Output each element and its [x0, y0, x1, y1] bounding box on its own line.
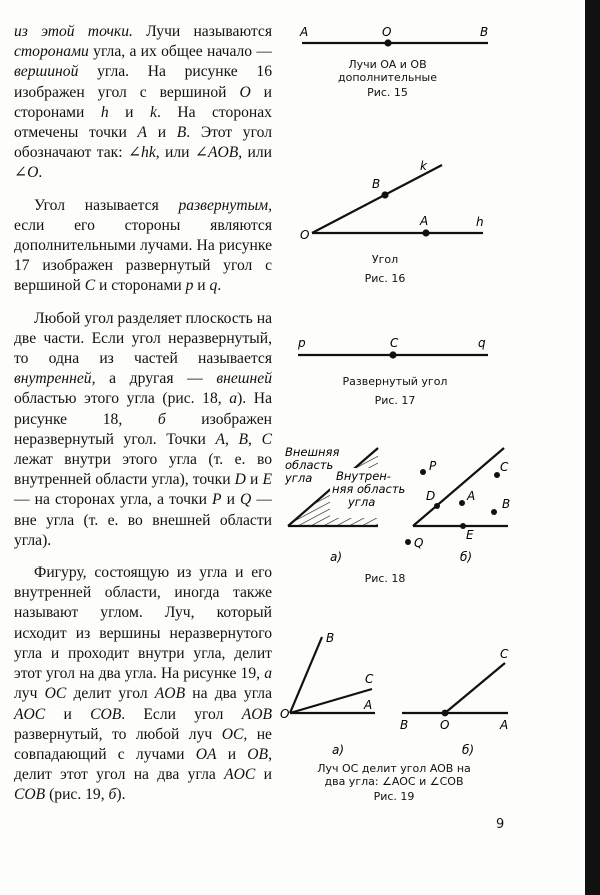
page-number: 9	[496, 817, 505, 832]
fig17-point-c	[389, 351, 396, 358]
text-run: , не совпадающий с лучами	[14, 725, 272, 763]
fig18-number: Рис. 18	[364, 572, 406, 585]
text-run: и	[255, 766, 272, 784]
fig18-point-d	[434, 503, 440, 509]
emphasis-run: OA	[195, 745, 217, 763]
fig18-label-c: C	[500, 460, 509, 474]
fig19-caption-line1: Луч OC делит угол AOB на	[317, 762, 471, 775]
fig19-number: Рис. 19	[373, 790, 415, 803]
fig16-label-k: k	[420, 159, 427, 173]
emphasis-run: вершиной	[14, 63, 79, 81]
text-run: (рис. 19,	[45, 786, 109, 804]
fig18-label-e: E	[466, 528, 474, 542]
paragraph-angle-definition	[14, 22, 272, 184]
emphasis-run: внутренней,	[14, 370, 96, 388]
emphasis-run: B	[176, 124, 187, 142]
text-run: ,	[248, 430, 262, 448]
emphasis-run: OB	[247, 745, 269, 763]
emphasis-run: q	[209, 277, 218, 295]
emphasis-run: AOB	[154, 685, 186, 703]
text-run: и	[245, 471, 263, 489]
text-run: угла, а их общее начало —	[88, 43, 272, 61]
emphasis-run: k	[150, 103, 157, 121]
emphasis-run: C	[261, 430, 272, 448]
text-run: если его стороны являются дополнительными лучами. На рисунке 17 изображен развернутый угол с вершиной	[14, 216, 272, 295]
paragraph-angle-regions	[14, 309, 272, 551]
fig18-caption	[345, 572, 425, 585]
fig18-label-p: P	[429, 459, 437, 473]
text-run: ). На рисунке 18,	[14, 390, 272, 428]
fig19a-label-c: C	[365, 672, 374, 686]
fig18b-side-2	[413, 448, 504, 526]
text-run: Угол называется	[34, 196, 179, 214]
fig15-label-a: A	[300, 25, 309, 39]
fig18-outer-line2: область	[285, 458, 334, 472]
text-run: изображен неразвернутый угол. Точки	[14, 410, 272, 448]
fig19a-label-a: A	[364, 698, 373, 712]
fig19b-label-a: A	[500, 718, 509, 732]
text-run: и	[193, 277, 210, 295]
emphasis-run: p	[185, 277, 194, 295]
fig15-caption	[300, 58, 475, 99]
fig18-label-d: D	[426, 489, 436, 503]
text-run: и сторонами	[95, 277, 186, 295]
text-run: и	[216, 745, 248, 763]
emphasis-run: AOC	[14, 705, 46, 723]
text-run: , или ∠	[155, 144, 208, 162]
fig17-caption-text: Развернутый угол	[342, 375, 448, 388]
fig19b-label-b: B	[400, 718, 409, 732]
emphasis-run: сторонами	[14, 43, 89, 61]
fig18-point-b	[491, 509, 497, 515]
emphasis-run: а	[229, 390, 238, 408]
emphasis-run: AOC	[224, 766, 256, 784]
emphasis-run: Q	[240, 491, 252, 509]
emphasis-run: COB	[90, 705, 122, 723]
text-run: и	[108, 103, 151, 121]
emphasis-run: B	[238, 430, 249, 448]
emphasis-run: A	[137, 124, 148, 142]
text-run: и	[45, 705, 91, 723]
text-run: луч	[14, 685, 45, 703]
text-run: и	[147, 124, 177, 142]
fig19-sub-b: б)	[462, 743, 475, 757]
fig17-caption	[320, 375, 470, 407]
text-run: а другая —	[95, 370, 217, 388]
fig19-sub-a: а)	[332, 743, 345, 757]
fig16-label-h: h	[476, 215, 484, 229]
emphasis-run: A	[215, 430, 225, 448]
emphasis-run: AOB	[207, 144, 239, 162]
emphasis-run: б	[108, 786, 117, 804]
text-run: , или ∠	[14, 144, 272, 182]
emphasis-run: O	[27, 164, 39, 182]
fig15-caption-line2: дополнительные	[338, 71, 437, 84]
fig19a-label-b: B	[326, 631, 335, 645]
fig19b-point-o	[442, 710, 449, 717]
fig19-caption-line2: два угла: ∠AOC и ∠COB	[324, 775, 464, 788]
text-run: . Если угол	[121, 705, 242, 723]
fig15-number: Рис. 15	[367, 86, 408, 99]
fig18-inner-line2: няя область	[332, 482, 406, 496]
emphasis-run: внешней	[216, 370, 272, 388]
text-run: Любой угол разделяет плоскость на две части. Если угол неразвернутый, то одна из частей называется	[14, 309, 272, 368]
fig16-caption	[330, 253, 440, 285]
fig18-point-q	[405, 539, 411, 545]
text-run: — вне угла (т. е. во внешней области угла).	[14, 491, 272, 549]
body-text-column	[14, 22, 272, 806]
text-run: ).	[116, 786, 126, 804]
fig19b-ray-oc	[445, 663, 505, 713]
emphasis-run: D	[234, 471, 246, 489]
emphasis-run: OC	[221, 725, 244, 743]
fig18-outer-line1: Внешняя	[285, 445, 340, 459]
fig16-label-o: O	[300, 228, 310, 242]
fig19a-label-o: O	[280, 707, 290, 721]
emphasis-run: б	[157, 410, 166, 428]
fig18-point-a	[459, 500, 465, 506]
fig16-point-b	[381, 191, 388, 198]
fig16-point-a	[422, 229, 429, 236]
emphasis-run: OC	[44, 685, 67, 703]
fig18-outer-line3: угла	[285, 471, 313, 485]
text-run: угла. На рисунке 16 изображен угол с вершиной	[14, 63, 272, 101]
fig17-label-p: p	[298, 336, 306, 350]
fig19b-label-c: C	[500, 647, 509, 661]
figure-19	[280, 625, 585, 765]
text-run: Лучи называются	[132, 23, 272, 40]
text-run: и	[221, 491, 241, 509]
fig18-inner-line3: угла	[348, 495, 376, 509]
text-run: . Этот угол обозначают так: ∠	[14, 124, 272, 162]
text-run: лежат внутри этого угла (т. е. во внутренней области угла), точки	[14, 451, 272, 489]
text-run: развернутый, то любой луч	[14, 725, 222, 743]
emphasis-run: COB	[14, 786, 46, 804]
figure-17	[280, 335, 580, 375]
fig15-label-o: O	[382, 25, 392, 39]
paragraph-angle-division	[14, 563, 272, 805]
text-run: ,	[224, 430, 239, 448]
emphasis-run: развернутым,	[178, 196, 272, 214]
fig19b-label-o: O	[440, 718, 450, 732]
fig17-number: Рис. 17	[374, 394, 416, 407]
text-run: Фигуру, состоящую из угла и его внутренней области, иногда также называют углом. Луч, который исходит из вершины неразвернутого угла и проходит внутри угла, делит этот угол на два угла. На рисунке 19,	[14, 564, 272, 683]
figure-18	[280, 440, 585, 570]
fig16-caption-text: Угол	[371, 253, 399, 266]
text-run: и сторонами	[14, 83, 272, 121]
fig19a-ray-ob	[290, 637, 322, 713]
text-run: делит угол	[66, 685, 155, 703]
emphasis-run: O	[239, 83, 251, 101]
text-run: областью этого угла (рис. 18,	[14, 390, 230, 408]
fig19a-ray-oc	[290, 689, 372, 713]
emphasis-run: из этой точки.	[14, 23, 133, 40]
fig18-inner-line1: Внутрен-	[336, 469, 391, 483]
fig18-label-b: B	[502, 497, 511, 511]
emphasis-run: AOB	[241, 705, 272, 723]
fig18-sub-b: б)	[460, 550, 473, 564]
emphasis-run: P	[212, 491, 222, 509]
text-run: .	[38, 164, 43, 182]
fig19-caption	[298, 762, 490, 803]
fig18-point-p	[420, 469, 426, 475]
fig15-caption-line1: Лучи OA и OB	[348, 58, 427, 71]
text-run: .	[217, 277, 222, 295]
fig17-label-q: q	[478, 336, 486, 350]
emphasis-run: hk	[141, 144, 156, 162]
emphasis-run: h	[100, 103, 109, 121]
text-run: . На сторонах отмечены точки	[14, 103, 272, 142]
fig17-label-c: C	[390, 336, 399, 350]
fig16-number: Рис. 16	[364, 272, 406, 285]
text-run: на два угла	[185, 685, 273, 703]
fig16-label-b: B	[372, 177, 381, 191]
fig16-label-a: A	[420, 214, 429, 228]
fig18-sub-a: а)	[330, 550, 343, 564]
page-edge-shadow	[585, 0, 600, 895]
figure-16	[280, 155, 580, 245]
paragraph-straight-angle	[14, 196, 272, 297]
fig15-point-o	[384, 39, 391, 46]
fig18-label-a: A	[467, 489, 476, 503]
emphasis-run: C	[84, 277, 96, 295]
emphasis-run: а	[264, 665, 272, 683]
fig18-label-q: Q	[414, 536, 424, 550]
fig15-label-b: B	[480, 25, 489, 39]
text-run: — на сторонах угла, а точки	[14, 491, 212, 509]
text-run: , делит этот угол на два угла	[14, 745, 272, 784]
emphasis-run: E	[262, 471, 272, 489]
